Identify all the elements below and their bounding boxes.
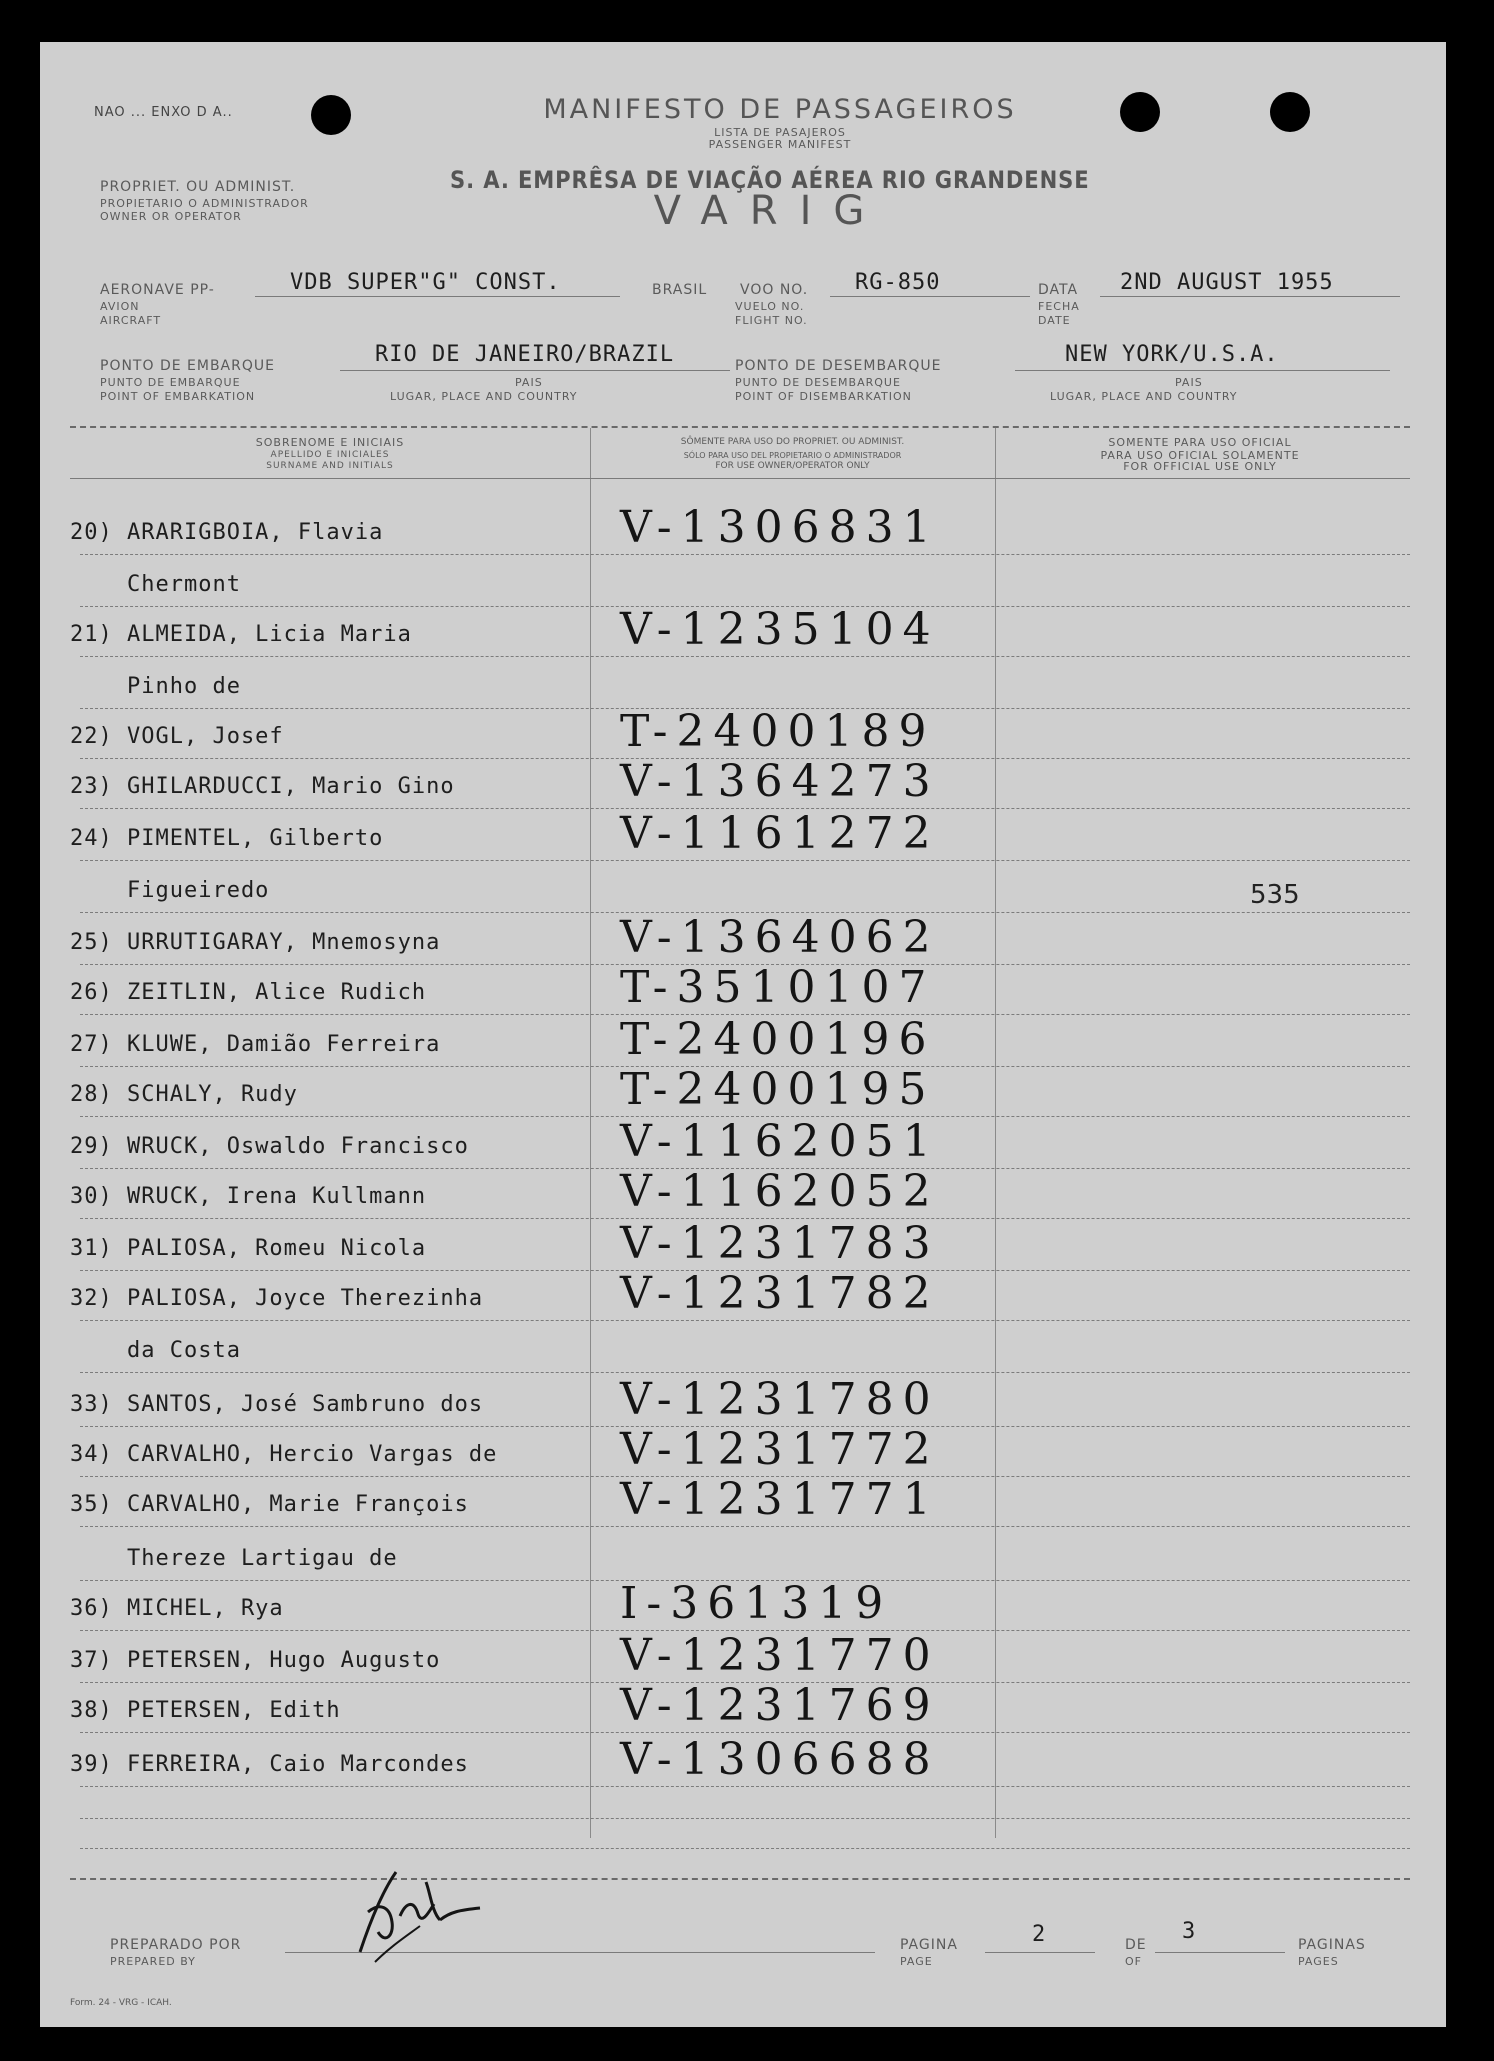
- passenger-name: 38) PETERSEN, Edith: [70, 1698, 341, 1723]
- row-rule: [80, 1732, 1410, 1733]
- manifest-page: [40, 42, 1446, 2027]
- passenger-name: Pinho de: [70, 674, 241, 699]
- passenger-name: 25) URRUTIGARAY, Mnemosyna: [70, 930, 441, 955]
- column-divider-1: [590, 428, 591, 1838]
- visa-number: V-1306831: [620, 502, 940, 553]
- embark-sub-place: LUGAR, PLACE AND COUNTRY: [390, 390, 578, 403]
- row-rule: [80, 1320, 1410, 1321]
- owner-label-pt: PROPRIET. OU ADMINIST.: [100, 179, 296, 195]
- form-code: Form. 24 - VRG - ICAH.: [70, 1998, 172, 2008]
- visa-number: T-3510107: [620, 962, 936, 1013]
- date-label-en: DATE: [1038, 314, 1071, 327]
- page-label: PAGINA: [900, 1937, 958, 1953]
- date-label-es: FECHA: [1038, 300, 1080, 313]
- visa-number: T-2400195: [620, 1064, 936, 1115]
- passenger-name: 29) WRUCK, Oswaldo Francisco: [70, 1134, 469, 1159]
- visa-number: T-2400196: [620, 1014, 936, 1065]
- flight-label-es: VUELO NO.: [735, 300, 805, 313]
- passenger-name: 31) PALIOSA, Romeu Nicola: [70, 1236, 427, 1261]
- row-rule: [80, 860, 1410, 861]
- brand-name: VARIG: [653, 188, 887, 234]
- page-value: 2: [1032, 1922, 1047, 1947]
- disembark-value: NEW YORK/U.S.A.: [1065, 342, 1279, 367]
- punch-hole-middle: [1120, 92, 1160, 132]
- visa-number: V-1161272: [620, 808, 940, 859]
- page-label-en: PAGE: [900, 1955, 933, 1968]
- visa-number: T-2400189: [620, 706, 936, 757]
- flight-label-en: FLIGHT NO.: [735, 314, 808, 327]
- prepared-label: PREPARADO POR: [110, 1937, 242, 1953]
- passenger-name: 30) WRUCK, Irena Kullmann: [70, 1184, 427, 1209]
- punch-hole-right: [1270, 92, 1310, 132]
- owner-label-es: PROPIETARIO O ADMINISTRADOR: [100, 197, 309, 210]
- company-name: S. A. EMPRÊSA DE VIAÇÃO AÉREA RIO GRANDENSE: [450, 166, 1090, 194]
- embark-label: PONTO DE EMBARQUE: [100, 358, 275, 374]
- visa-number: V-1235104: [620, 604, 940, 655]
- passenger-name: 37) PETERSEN, Hugo Augusto: [70, 1648, 441, 1673]
- header-bottom-rule: [70, 478, 1410, 479]
- col-names-pt: SOBRENOME E INICIAIS: [255, 436, 405, 449]
- col-names-en: SURNAME AND INITIALS: [266, 461, 394, 471]
- passenger-name: 36) MICHEL, Rya: [70, 1596, 284, 1621]
- aircraft-label: AERONAVE PP-: [100, 282, 215, 298]
- passenger-name: 20) ARARIGBOIA, Flavia: [70, 520, 384, 545]
- of-label: DE: [1125, 1937, 1147, 1953]
- signature: [330, 1852, 500, 1972]
- disembark-sub-place: LUGAR, PLACE AND COUNTRY: [1050, 390, 1238, 403]
- col-owner-pt: SÔMENTE PARA USO DO PROPRIET. OU ADMINIST.: [680, 437, 905, 447]
- blank-row-rule: [80, 1848, 1410, 1849]
- aircraft-value: VDB SUPER"G" CONST.: [290, 270, 561, 295]
- embark-sub-country: PAIS: [515, 376, 543, 389]
- visa-number: V-1306688: [620, 1734, 940, 1785]
- visa-number: V-1162051: [620, 1116, 940, 1167]
- passenger-name: da Costa: [70, 1338, 241, 1363]
- passenger-name: 28) SCHALY, Rudy: [70, 1082, 298, 1107]
- visa-number: V-1231782: [620, 1268, 940, 1319]
- row-rule: [80, 1526, 1410, 1527]
- disembark-sub-country: PAIS: [1175, 376, 1203, 389]
- col-official-en: FOR OFFICIAL USE ONLY: [1123, 460, 1277, 473]
- visa-number: V-1364273: [620, 756, 940, 807]
- aircraft-label-en: AIRCRAFT: [100, 314, 162, 327]
- prepared-label-en: PREPARED BY: [110, 1955, 196, 1968]
- row-rule: [80, 554, 1410, 555]
- col-owner-en: FOR USE OWNER/OPERATOR ONLY: [715, 461, 870, 471]
- disembark-label-en: POINT OF DISEMBARKATION: [735, 390, 912, 403]
- date-label: DATA: [1038, 282, 1079, 298]
- passenger-name: 21) ALMEIDA, Licia Maria: [70, 622, 412, 647]
- passenger-name: 35) CARVALHO, Marie François: [70, 1492, 469, 1517]
- row-rule: [80, 1372, 1410, 1373]
- footer-rule: [70, 1878, 1410, 1880]
- flight-value: RG-850: [855, 270, 941, 295]
- disembark-label: PONTO DE DESEMBARQUE: [735, 358, 942, 374]
- aircraft-label-es: AVION: [100, 300, 140, 313]
- passenger-name: Chermont: [70, 572, 241, 597]
- visa-number: V-1231772: [620, 1424, 940, 1475]
- visa-number: V-1231783: [620, 1218, 940, 1269]
- passenger-name: 23) GHILARDUCCI, Mario Gino: [70, 774, 455, 799]
- visa-number: V-1364062: [620, 912, 940, 963]
- row-rule: [80, 656, 1410, 657]
- table-top-rule: [70, 426, 1410, 428]
- visa-number: I-361319: [620, 1578, 893, 1629]
- passenger-name: 34) CARVALHO, Hercio Vargas de: [70, 1442, 498, 1467]
- embark-label-es: PUNTO DE EMBARQUE: [100, 376, 241, 389]
- of-label-en: OF: [1125, 1955, 1142, 1968]
- subtitle-es: LISTA DE PASAJEROS: [714, 126, 846, 139]
- blank-row-rule: [80, 1818, 1410, 1819]
- col-owner-es: SÓLO PARA USO DEL PROPIETARIO O ADMINISTRADOR: [683, 451, 902, 460]
- embark-value: RIO DE JANEIRO/BRAZIL: [375, 342, 675, 367]
- nationality: BRASIL: [652, 282, 708, 298]
- date-value: 2ND AUGUST 1955: [1120, 270, 1334, 295]
- pages-label: PAGINAS: [1298, 1937, 1366, 1953]
- passenger-name: Thereze Lartigau de: [70, 1546, 398, 1571]
- passenger-name: 24) PIMENTEL, Gilberto: [70, 826, 384, 851]
- visa-number: V-1231771: [620, 1474, 940, 1525]
- official-note: 535: [1250, 880, 1300, 910]
- passenger-name: 26) ZEITLIN, Alice Rudich: [70, 980, 427, 1005]
- disembark-label-es: PUNTO DE DESEMBARQUE: [735, 376, 901, 389]
- owner-label-en: OWNER OR OPERATOR: [100, 210, 242, 223]
- flight-label: VOO NO.: [740, 282, 809, 298]
- embark-label-en: POINT OF EMBARKATION: [100, 390, 256, 403]
- passenger-name: 27) KLUWE, Damião Ferreira: [70, 1032, 441, 1057]
- visa-number: V-1231769: [620, 1680, 940, 1731]
- passenger-name: 22) VOGL, Josef: [70, 724, 284, 749]
- passenger-name: Figueiredo: [70, 878, 270, 903]
- header-fragment: NAO ... ENXO D A..: [94, 105, 233, 120]
- row-rule: [80, 1786, 1410, 1787]
- passenger-name: 39) FERREIRA, Caio Marcondes: [70, 1752, 469, 1777]
- visa-number: V-1231780: [620, 1374, 940, 1425]
- passenger-name: 32) PALIOSA, Joyce Therezinha: [70, 1286, 484, 1311]
- col-official-es: PARA USO OFICIAL SOLAMENTE: [1100, 449, 1300, 462]
- pages-label-en: PAGES: [1298, 1955, 1339, 1968]
- punch-hole-left: [311, 95, 351, 135]
- visa-number: V-1162052: [620, 1166, 940, 1217]
- subtitle-en: PASSENGER MANIFEST: [708, 138, 852, 151]
- col-names-es: APELLIDO E INICIALES: [270, 450, 390, 460]
- manifest-title: MANIFESTO DE PASSAGEIROS: [543, 94, 1017, 125]
- of-value: 3: [1182, 1919, 1197, 1944]
- visa-number: V-1231770: [620, 1630, 940, 1681]
- passenger-name: 33) SANTOS, José Sambruno dos: [70, 1392, 484, 1417]
- column-divider-2: [995, 428, 996, 1838]
- col-official-pt: SOMENTE PARA USO OFICIAL: [1108, 436, 1292, 449]
